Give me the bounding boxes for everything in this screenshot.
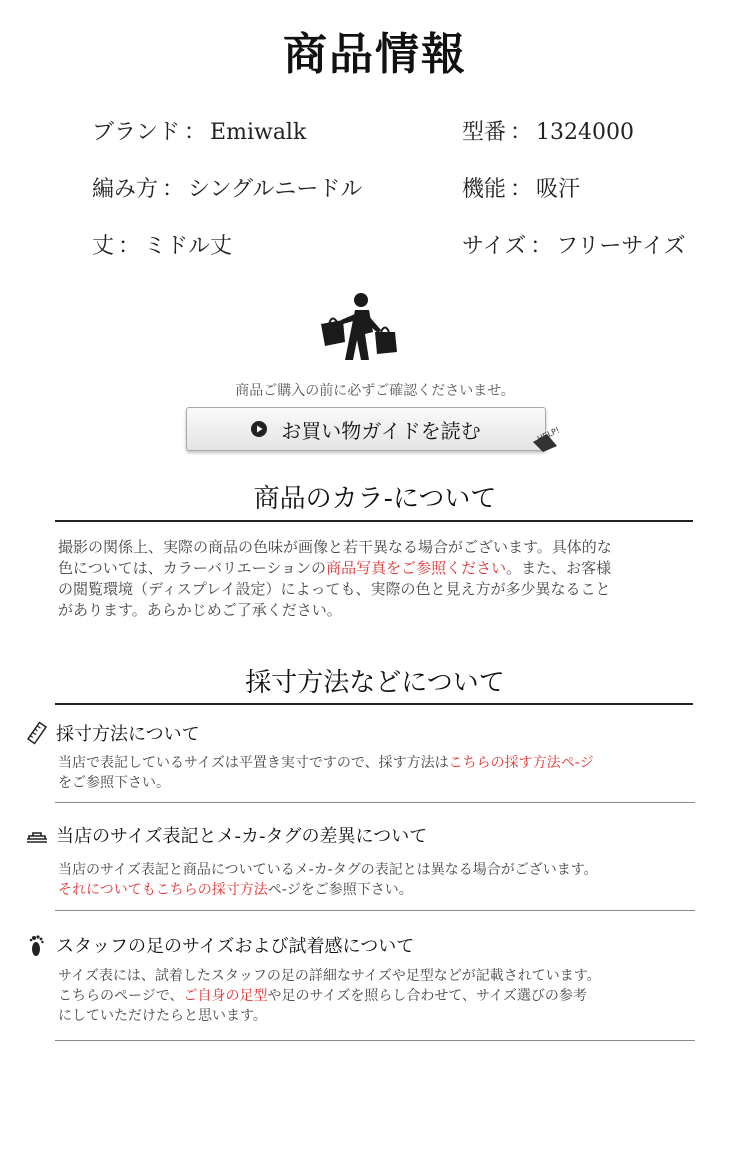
spec-size-value: フリーサイズ xyxy=(556,234,686,259)
page-title: 商品情報 xyxy=(283,29,467,80)
staff-foot-text: サイズ表には、試着したスタッフの足の詳細なサイズや足型などが記載されています。 こちらのページで、ご自身の足型や足のサイズを照らし合わせて、サイズ選びの参考 にしていただけたらと思います。 xyxy=(58,968,601,1024)
color-text-line: があります。あらかじめご了承ください。 xyxy=(58,601,342,619)
spec-separator: ： xyxy=(162,177,185,202)
spec-brand-value: Emiwalk xyxy=(210,120,307,145)
spec-brand-label: ブランド xyxy=(92,120,181,145)
spec-separator: ： xyxy=(530,234,553,259)
spec-size xyxy=(462,229,686,260)
foot-type-link[interactable]: ご自身の足型 xyxy=(183,988,268,1004)
spec-knit xyxy=(92,172,362,203)
size-tag-text: 当店のサイズ表記と商品についているメ-カ-タグの表記とは異なる場合がございます。 それについてもこちらの採寸方法ペ-ジをご参照下さい。 xyxy=(58,862,598,898)
help-tag-text: HELP! xyxy=(535,425,562,444)
spec-length-label: 丈 xyxy=(92,234,115,259)
item-divider xyxy=(55,910,695,911)
spec-knit-label: 編み方 xyxy=(92,177,159,202)
measure-section-heading: 採寸方法などについて xyxy=(245,668,505,698)
spec-model xyxy=(462,115,634,146)
spec-function-value: 吸汗 xyxy=(536,177,581,202)
spec-separator: ： xyxy=(510,177,533,202)
staff-foot-heading: スタッフの足のサイズおよび試着感について xyxy=(24,932,414,958)
spec-function xyxy=(462,172,580,203)
product-photo-link[interactable]: 商品写真をご参照ください xyxy=(326,559,507,577)
ruler-icon xyxy=(24,720,50,746)
measure-method-text: 当店で表記しているサイズは平置き実寸ですので、採す方法はこちらの採す方法ペ-ジ をご参照下さい。 xyxy=(58,755,594,791)
spec-length-value: ミドル丈 xyxy=(144,234,233,259)
footprint-icon xyxy=(24,932,50,958)
play-icon xyxy=(251,421,267,437)
spec-length xyxy=(92,229,232,260)
measure-method-link[interactable]: それについてもこちらの採寸方法 xyxy=(58,882,268,898)
spec-model-value: 1324000 xyxy=(536,120,635,145)
spec-function-label: 機能 xyxy=(462,177,507,202)
size-tag-heading: 当店のサイズ表記とメ-カ-タグの差異について xyxy=(24,822,427,848)
section-divider xyxy=(55,520,693,522)
item-divider xyxy=(55,802,695,803)
color-text-line: 撮影の関係上、実際の商品の色味が画像と若干異なる場合がございます。具体的な xyxy=(58,538,612,556)
spec-separator: ： xyxy=(510,120,533,145)
color-section-text xyxy=(58,537,698,621)
spec-knit-value: シングルニードル xyxy=(188,177,363,202)
spec-model-label: 型番 xyxy=(462,120,507,145)
measure-method-heading: 採寸方法について xyxy=(24,720,200,746)
spec-separator: ： xyxy=(184,120,207,145)
item-divider xyxy=(55,1040,695,1041)
spec-separator: ： xyxy=(118,234,141,259)
shopper-icon xyxy=(315,290,405,370)
color-section-heading: 商品のカラ-について xyxy=(253,484,497,514)
scale-icon xyxy=(24,822,50,848)
help-tag-icon xyxy=(527,424,567,462)
color-text-line: 色については、カラーバリエーションの商品写真をご参照ください。また、お客様 xyxy=(58,559,612,577)
guide-note: 商品ご購入の前に必ずご確認くださいませ。 xyxy=(235,383,515,399)
section-divider xyxy=(55,703,693,705)
spec-size-label: サイズ xyxy=(462,234,527,259)
shopping-guide-button[interactable] xyxy=(186,407,546,451)
measure-page-link[interactable]: こちらの採す方法ペ-ジ xyxy=(448,755,594,771)
color-text-line: の閲覧環境（ディスプレイ設定）によっても、実際の色と見え方が多少異なること xyxy=(58,580,611,598)
spec-brand xyxy=(92,115,306,146)
shopping-guide-label: お買い物ガイドを読む xyxy=(281,418,481,443)
